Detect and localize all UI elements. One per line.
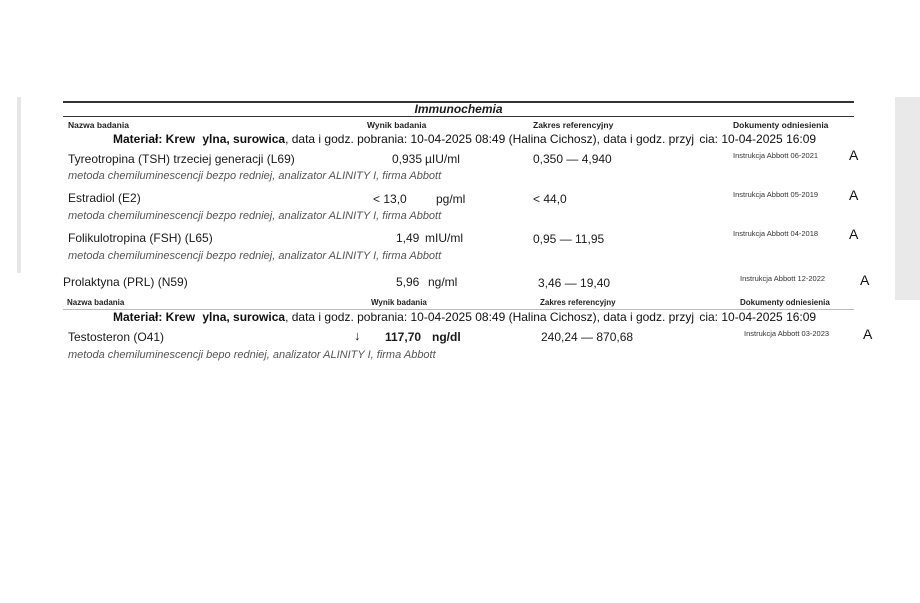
test-value: 0,935	[392, 152, 423, 166]
test-unit: ng/dl	[432, 330, 461, 344]
test-value: < 13,0	[373, 192, 407, 206]
test-flag: A	[849, 147, 859, 163]
test-value: 5,96	[396, 275, 420, 289]
material-line	[113, 310, 816, 324]
header-name: Nazwa badania	[67, 298, 125, 307]
immunochemistry-continuation	[0, 272, 920, 382]
low-result-arrow-icon: ↓	[354, 328, 361, 343]
test-unit: µIU/ml	[425, 152, 460, 166]
test-range: 240,24 — 870,68	[541, 330, 634, 344]
material-label: Materiał: Krew	[113, 132, 196, 146]
material-details: , data i godz. pobrania: 10-04-2025 08:49 (Halina Cichosz), data i godz. przyj	[285, 310, 694, 324]
test-unit: pg/ml	[436, 192, 466, 206]
immunochemistry-block	[63, 101, 859, 273]
test-name: Tyreotropina (TSH) trzeciej generacji (L69)	[68, 152, 295, 166]
material-label: Materiał: Krew	[113, 310, 196, 324]
header-name: Nazwa badania	[68, 120, 129, 130]
material-type: ylna, surowica	[202, 310, 286, 324]
material-details: , data i godz. pobrania: 10-04-2025 08:49 (Halina Cichosz), data i godz. przyj	[285, 132, 694, 146]
header-result: Wynik badania	[371, 298, 427, 307]
section-title: Immunochemia	[63, 101, 854, 117]
test-flag: A	[863, 326, 873, 342]
test-method: metoda chemiluminescencji bezpo redniej, analizator ALINITY I, firma Abbott	[68, 170, 442, 182]
test-value: 117,70	[385, 330, 422, 344]
test-name: Estradiol (E2)	[68, 191, 141, 205]
test-doc: Instrukcja Abbott 05-2019	[733, 190, 819, 199]
test-range: 0,350 — 4,940	[533, 152, 612, 166]
test-doc: Instrukcja Abbott 04-2018	[733, 229, 819, 238]
test-method: metoda chemiluminescencji bezpo redniej, analizator ALINITY I, firma Abbott	[68, 250, 442, 262]
material-type: ylna, surowica	[202, 132, 286, 146]
test-doc: Instrukcja Abbott 03-2023	[744, 329, 830, 338]
test-flag: A	[849, 187, 859, 203]
test-range: < 44,0	[533, 192, 567, 206]
test-method: metoda chemiluminescencji bezpo redniej, analizator ALINITY I, firma Abbott	[68, 210, 442, 222]
test-name: Prolaktyna (PRL) (N59)	[63, 275, 188, 289]
header-docs: Dokumenty odniesienia	[733, 120, 829, 130]
test-unit: ng/ml	[428, 275, 458, 289]
header-result: Wynik badania	[367, 120, 427, 130]
test-value: 1,49	[396, 231, 420, 245]
material-tail: cia: 10-04-2025 16:09	[699, 132, 817, 146]
test-range: 3,46 — 19,40	[538, 276, 611, 290]
test-range: 0,95 — 11,95	[533, 232, 605, 246]
test-method: metoda chemiluminescencji bepo redniej, analizator ALINITY I, firma Abbott	[68, 349, 436, 361]
test-doc: Instrukcja Abbott 12-2022	[740, 274, 826, 283]
test-flag: A	[849, 226, 859, 242]
test-doc: Instrukcja Abbott 06-2021	[733, 151, 819, 160]
material-line	[113, 132, 816, 146]
material-tail: cia: 10-04-2025 16:09	[699, 310, 817, 324]
test-flag: A	[860, 272, 870, 288]
test-name: Testosteron (O41)	[68, 330, 165, 344]
header-docs: Dokumenty odniesienia	[740, 298, 830, 307]
header-range: Zakres referencyjny	[540, 298, 616, 307]
header-range: Zakres referencyjny	[533, 120, 614, 130]
test-name: Folikulotropina (FSH) (L65)	[68, 231, 213, 245]
test-unit: mIU/ml	[425, 231, 463, 245]
